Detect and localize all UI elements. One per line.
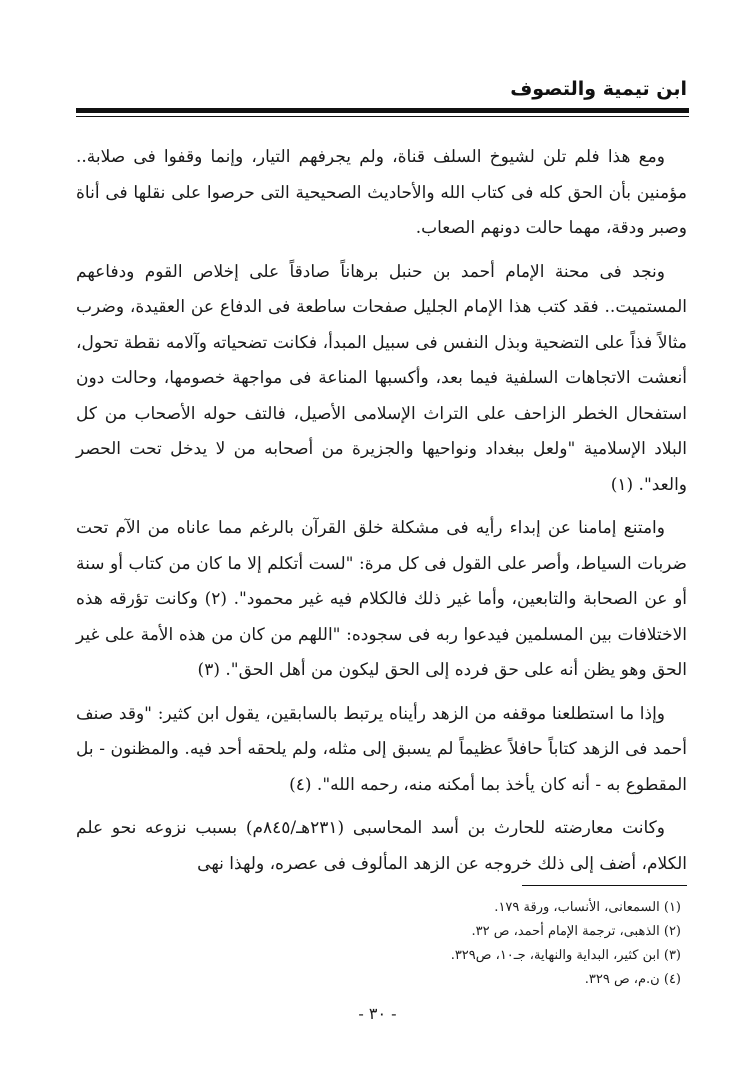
footnote-4: (٤) ن.م، ص ٣٢٩. (584, 972, 681, 987)
running-header-title: ابن تيمية والتصوف (510, 78, 687, 100)
paragraph: ونجد فى محنة الإمام أحمد بن حنبل برهاناً صادقاً على إخلاص القوم ودفاعهم المستميت.. فقد كتب هذا الإمام الجليل صفحات ساطعة فى الدفاع عن العقيدة، وضرب مثالاً فذاً على التضحية وبذل النفس فى سبيل المبدأ، فكانت تضحياته وآلامه نقطة تحول، أنعشت الاتجاهات السلفية فيما بعد، وأكسبها المناعة فى مواجهة خصومها، وحالت دون استفحال الخطر الزاحف على التراث الإسلامى الأصيل، فالتف حوله الأصحاب من كل البلاد الإسلامية "ولعل ببغداد ونواحيها والجزيرة من أصحابه من لا يدخل تحت الحصر والعد". (١) (76, 261, 687, 495)
body-text (76, 140, 687, 890)
page-number: - ٣٠ - (358, 1004, 397, 1023)
header-rule-thick (76, 108, 689, 113)
paragraph: وكانت معارضته للحارث بن أسد المحاسبى (٢٣١هـ/٨٤٥م) بسبب نزوعه نحو علم الكلام، أضف إلى ذلك خروجه عن الزهد المألوف فى عصره، ولهذا نهى (76, 818, 687, 874)
footnote-2: (٢) الذهبى، ترجمة الإمام أحمد، ص ٣٢. (471, 924, 681, 939)
footnotes (300, 896, 681, 992)
paragraph: وإذا ما استطلعنا موقفه من الزهد رأيناه يرتبط بالسابقين، يقول ابن كثير: "وقد صنف أحمد فى الزهد كتاباً حافلاً عظيماً لم يسبق إلى مثله، ولم يلحقه أحد فيه. والمظنون - بل المقطوع به - أنه كان يأخذ بما أمكنه منه، رحمه الله". (٤) (76, 703, 687, 795)
footnote-separator (522, 885, 687, 886)
paragraph: ومع هذا فلم تلن لشيوخ السلف قناة، ولم يجرفهم التيار، وإنما وقفوا فى صلابة.. مؤمنين بأن الحق كله فى كتاب الله والأحاديث الصحيحية التى حرصوا على نقلها فى أناة وصبر ودقة، مهما حالت دونهم الصعاب. (76, 147, 687, 238)
footnote-3: (٣) ابن كثير، البداية والنهاية، جـ١٠، ص٣٢٩. (450, 948, 681, 963)
paragraph: وامتنع إمامنا عن إبداء رأيه فى مشكلة خلق القرآن بالرغم مما عاناه من الآم تحت ضربات السياط، وأصر على القول فى كل مرة: "لست أتكلم إلا ما كان من كتاب أو سنة أو عن الصحابة والتابعين، وأما غير ذلك فالكلام فيه غير محمود". (٢) وكانت تؤرقه هذه الاختلافات بين المسلمين فيدعوا ربه فى سجوده: "اللهم من كان من هذه الأمة على غير الحق وهو يظن أنه على حق فرده إلى الحق ليكون من أهل الحق". (٣) (76, 518, 688, 680)
header-rule-thin (76, 116, 689, 117)
footnote-1: (١) السمعانى، الأنساب، ورقة ١٧٩. (494, 900, 681, 915)
